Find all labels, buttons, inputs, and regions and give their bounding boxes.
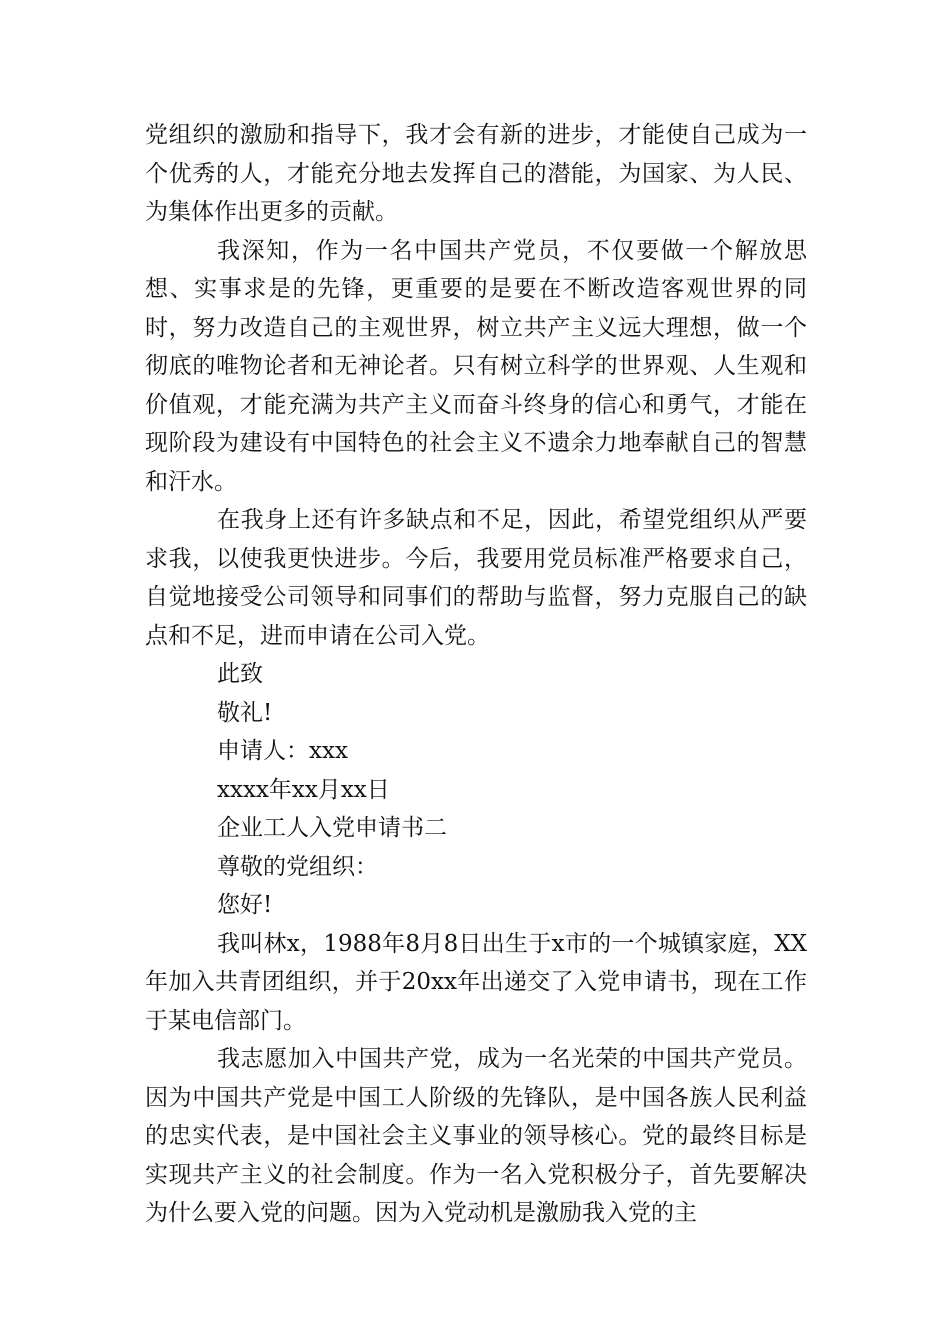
closing-regards: 敬礼! <box>217 699 273 726</box>
letter-date: xxxx年xx月xx日 <box>217 776 390 803</box>
applicant-signature: 申请人：xxx <box>217 738 348 764</box>
document-body <box>145 116 807 1233</box>
second-letter-addressee: 尊敬的党组织： <box>217 853 378 880</box>
paragraph-continuation: 党组织的激励和指导下，我才会有新的进步，才能使自己成为一个优秀的人，才能充分地去发挥自己的潜能，为国家、为人民、为集体作出更多的贡献。 <box>145 122 807 225</box>
second-letter-greeting: 您好! <box>217 892 273 918</box>
paragraph-motivation: 我志愿加入中国共产党，成为一名光荣的中国共产党员。因为中国共产党是中国工人阶级的先锋队，是中国各族人民利益的忠实代表，是中国社会主义事业的领导核心。党的最终目标是实现共产主义的社会制度。作为一名入党积极分子，首先要解决为什么要入党的问题。因为入党动机是激励我入党的主 <box>145 1046 807 1226</box>
paragraph-conviction: 我深知，作为一名中国共产党员，不仅要做一个解放思想、实事求是的先锋，更重要的是要在不断改造客观世界的同时，努力改造自己的主观世界，树立共产主义远大理想，做一个彻底的唯物论者和无神论者。只有树立科学的世界观、人生观和价值观，才能充满为共产主义而奋斗终身的信心和勇气，才能在现阶段为建设有中国特色的社会主义不遗余力地奉献自己的智慧和汗水。 <box>145 237 807 495</box>
paragraph-introduction: 我叫林x，1988年8月8日出生于x市的一个城镇家庭，XX年加入共青团组织，并于20xx年出递交了入党申请书，现在工作于某电信部门。 <box>145 930 807 1034</box>
second-letter-title: 企业工人入党申请书二 <box>217 815 447 841</box>
closing-salutation: 此致 <box>217 661 263 687</box>
paragraph-shortcomings: 在我身上还有许多缺点和不足，因此，希望党组织从严要求我，以使我更快进步。今后，我要用党员标准严格要求自己，自觉地接受公司领导和同事们的帮助与监督，努力克服自己的缺点和不足，进而申请在公司入党。 <box>145 507 807 649</box>
